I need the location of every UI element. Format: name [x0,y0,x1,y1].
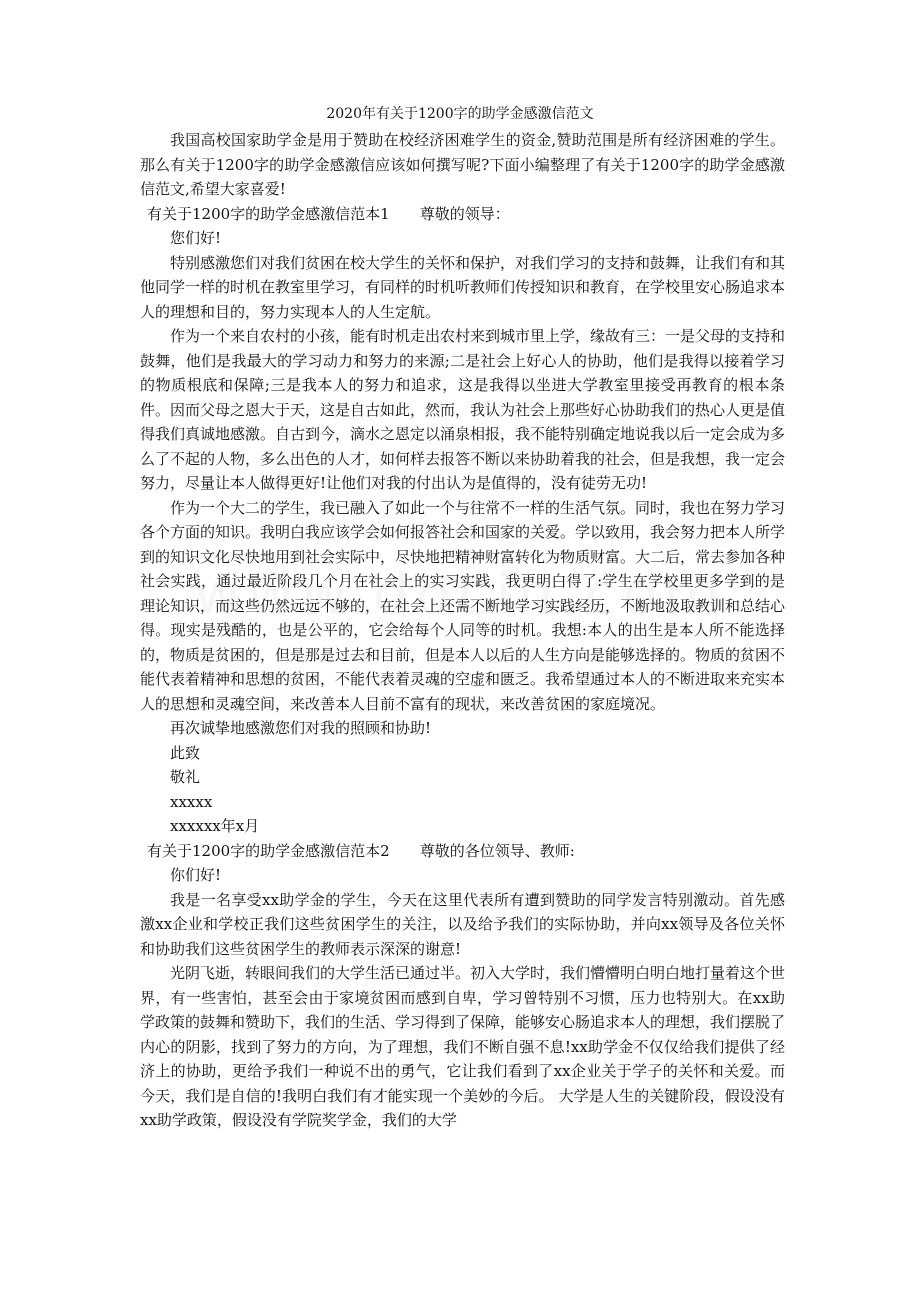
letter1-closing-line: 敬礼 [170,768,201,786]
letter1-paragraph: 作为一个大二的学生，我已融入了如此一个与往常不一样的生活气氛。同时，我也在努力学习各个方面的知识。我明白我应该学会如何报答社会和国家的关爱。学以致用，我会努力把本人所学到的知识文化尽快地用到社会实际中，尽快地把精神财富转化为物质财富。大二后，常去参加各种社会实践，通过最近阶段几个月在社会上的实习实践，我更明白得了:学生在学校里更多学到的是理论知识，而这些仍然远远不够的，在社会上还需不断地学习实践经历，不断地汲取教训和总结心得。现实是残酷的，也是公平的，它会给每个人同等的时机。我想:本人的出生是本人所不能选择的，物质是贫困的，但是那是过去和目前，但是本人以后的人生方向是能够选择的。物质的贫困不能代表着精神和思想的贫困，不能代表着灵魂的空虚和匮乏。我希望通过本人的不断进取来充实本人的思想和灵魂空间，来改善本人目前不富有的现状，来改善贫困的家庭境况。 [140,498,786,713]
document-body [140,128,785,1133]
letter2-paragraph: 我是一名享受xx助学金的学生，今天在这里代表所有遭到赞助的同学发言特别激动。首先感激xx企业和学校正我们这些贫困学生的关注，以及给予我们的实际协助，并向xx领导及各位关怀和协助我们这些贫困学生的教师表示深深的谢意! [140,890,785,958]
letter1-closing-line: 此致 [170,743,201,762]
letter1-paragraph: 特别感激您们对我们贫困在校大学生的关怀和保护，对我们学习的支持和鼓舞，让我们有和其他同学一样的时机在教室里学习，有同样的时机听教师们传授知识和教育，在学校里安心肠追求本人的理想和目的，努力实现本人的人生定航。 [140,253,786,321]
letter2-heading: 有关于1200字的助学金感激信范本2 尊敬的各位领导、教师: [147,841,575,860]
letter1-paragraph: 作为一个来自农村的小孩，能有时机走出农村来到城市里上学，缘故有三：一是父母的支持和鼓舞，他们是我最大的学习动力和努力的来源;二是社会上好心人的协助，他们是我得以接着学习的物质根底和保障;三是我本人的努力和追求，这是我得以坐进大学教室里接受再教育的根本条件。因而父母之恩大于天，这是自古如此，然而，我认为社会上那些好心协助我们的热心人更是值得我们真诚地感激。自古到今，滴水之恩定以涌泉相报，我不能特别确定地说我以后一定会成为多么了不起的人物，多么出色的人才，如何样去报答不断以来协助着我的社会，但是我想，我一定会努力，尽量让本人做得更好!让他们对我的付出认为是值得的，没有徒劳无功! [140,327,786,492]
letter1-date: xxxxxx年x月 [170,817,260,835]
letter1-heading: 有关于1200字的助学金感激信范本1 尊敬的领导： [147,204,510,223]
letter2-greeting: 你们好! [170,866,222,884]
document-title: 2020年有关于1200字的助学金感激信范文 [326,106,594,122]
intro-paragraph: 我国高校国家助学金是用于赞助在校经济困难学生的资金,赞助范围是所有经济困难的学生。那么有关于1200字的助学金感激信应该如何撰写呢?下面小编整理了有关于1200字的助学金感激信范文,希望大家喜爱! [140,131,785,198]
letter1-paragraph: 再次诚挚地感激您们对我的照顾和协助! [170,719,432,737]
letter1-greeting: 您们好! [170,229,222,247]
letter2-paragraph: 光阴飞逝，转眼间我们的大学生活已通过半。初入大学时，我们懵懵明白明白地打量着这个世界，有一些害怕，甚至会由于家境贫困而感到自卑，学习曾特别不习惯，压力也特别大。在xx助学政策的鼓舞和赞助下，我们的生活、学习得到了保障，能够安心肠追求本人的理想，我们摆脱了内心的阴影，找到了努力的方向，为了理想，我们不断自强不息!xx助学金不仅仅给我们提供了经济上的协助，更给予我们一种说不出的勇气，它让我们看到了xx企业关于学子的关怀和关爱。而今天，我们是自信的!我明白我们有才能实现一个美妙的今后。 大学是人生的关键阶段，假设没有xx助学政策，假设没有学院奖学金，我们的大学 [140,964,786,1129]
letter1-signature: xxxxx [170,792,213,811]
